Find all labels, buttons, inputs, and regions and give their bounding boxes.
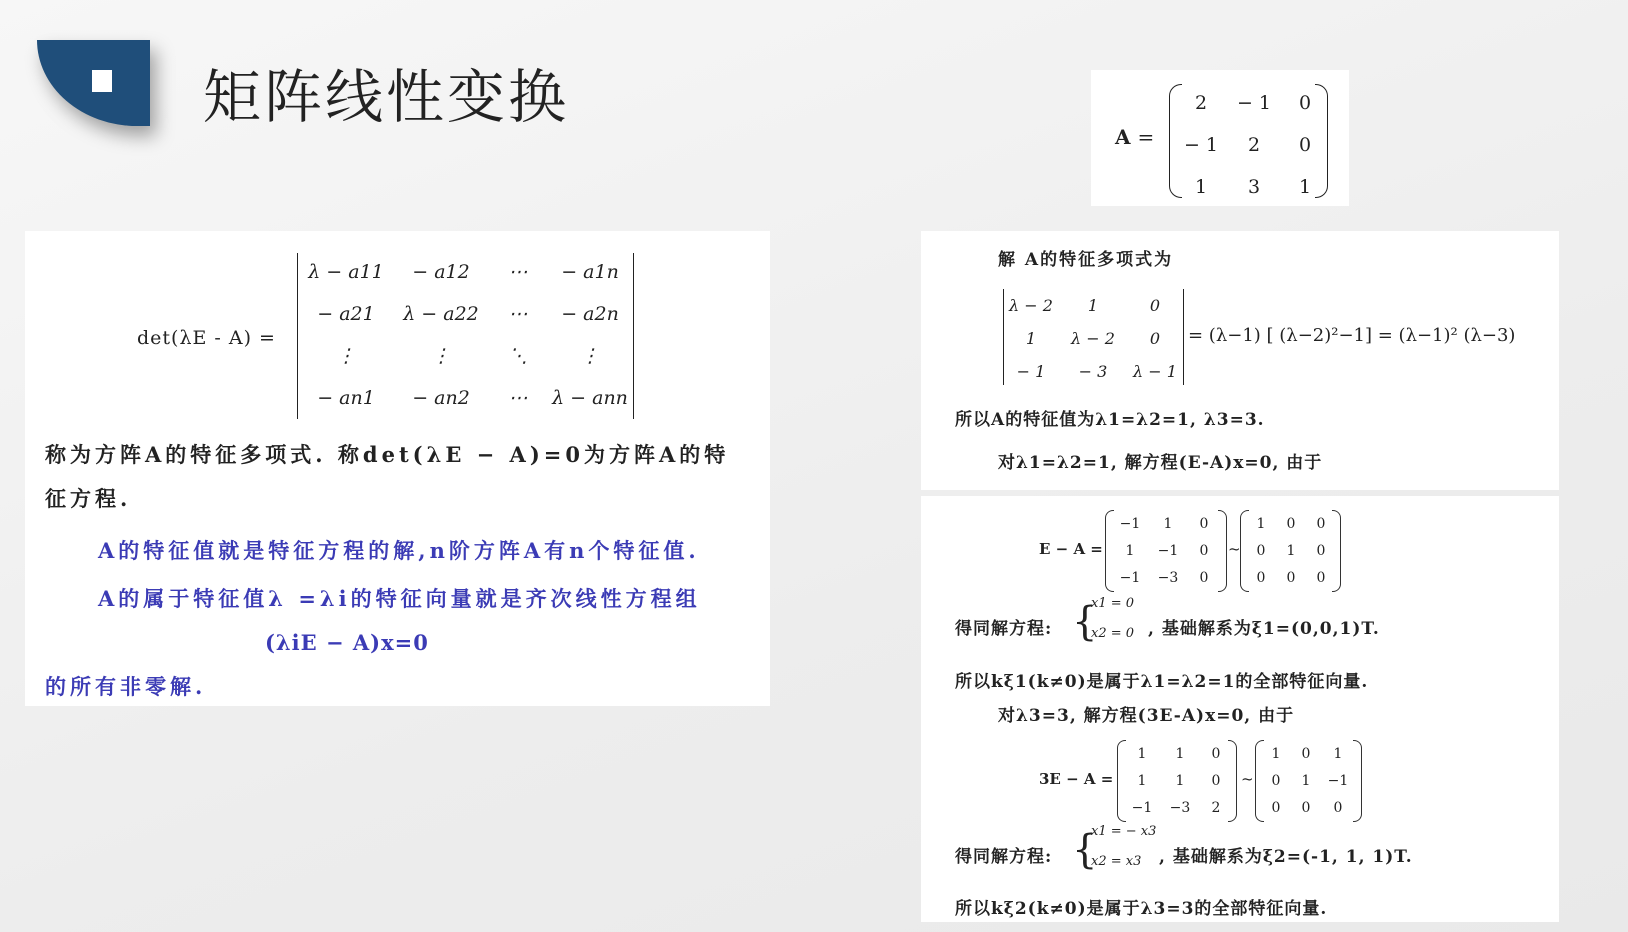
det-lhs: det(λE - A) =: [137, 327, 276, 349]
tilde-1: ~: [1228, 540, 1241, 558]
corner-square: [92, 70, 112, 92]
all-eigenvectors-1: 所以kξ1(k≠0)是属于λ1=λ2=1的全部特征向量.: [955, 672, 1369, 692]
eqs1-eq1: x1 = 0: [1091, 596, 1135, 611]
basis1: , 基础解系为ξ1=(0,0,1)T.: [1148, 619, 1380, 639]
lhs-e-minus-a: E − A =: [1039, 540, 1103, 558]
eqs1-eq2: x2 = 0: [1091, 626, 1135, 641]
eqs2-brace: {: [1072, 827, 1098, 873]
blue-line2: A的属于特征值λ =λi的特征向量就是齐次线性方程组: [98, 586, 701, 611]
eqs2-label: 得同解方程:: [955, 847, 1053, 867]
def-text-line1: 称为方阵A的特征多项式. 称det(λE − A)=0为方阵A的特: [45, 442, 730, 467]
matrix-a-label: A =: [1115, 125, 1155, 149]
eqs2-eq2: x2 = x3: [1091, 854, 1142, 869]
det2-right-bar: [1183, 289, 1184, 385]
basis2: , 基础解系为ξ2=(-1, 1, 1)T.: [1159, 847, 1413, 867]
page-title: 矩阵线性变换: [203, 63, 570, 131]
det-matrix: λ − a11 − a12 ⋯ − a1n − a21 λ − a22 ⋯ − a2n ⋮ ⋮ ⋱ ⋮ − an1 − an2 ⋯ λ − ann: [308, 261, 628, 409]
matrix-e-minus-a: −1 1 0 1 −1 0 −1 −3 0: [1119, 515, 1209, 586]
def-text-line2: 征方程.: [45, 486, 132, 511]
eqs1-brace: {: [1072, 599, 1098, 645]
det-right-bar: [633, 253, 634, 419]
char-polynomial: = (λ−1) [ (λ−2)²−1] = (λ−1)² (λ−3): [1188, 325, 1516, 346]
matrix-reduced-2: 1 0 1 0 1 −1 0 0 0: [1271, 745, 1349, 816]
solution-panel-1: [921, 231, 1559, 490]
matrix-a-panel: [1091, 70, 1349, 206]
solution-panel-2: [921, 496, 1559, 922]
step2-line: 对λ3=3, 解方程(3E-A)x=0, 由于: [998, 706, 1295, 726]
corner-decoration: [37, 40, 150, 126]
step1-line: 对λ1=λ2=1, 解方程(E-A)x=0, 由于: [998, 453, 1323, 473]
matrix-3e-minus-a: 1 1 0 1 1 0 −1 −3 2: [1131, 745, 1221, 816]
matrix-a: 2 − 1 0 − 1 2 0 1 3 1: [1183, 92, 1312, 198]
blue-line3: 的所有非零解.: [45, 674, 207, 699]
matrix-reduced-1: 1 0 0 0 1 0 0 0 0: [1256, 515, 1326, 586]
determinant-panel: [25, 231, 770, 706]
tilde-2: ~: [1241, 770, 1254, 788]
blue-line1: A的特征值就是特征方程的解,n阶方阵A有n个特征值.: [98, 538, 700, 563]
det2-left-bar: [1003, 289, 1004, 385]
eqs1-label: 得同解方程:: [955, 619, 1053, 639]
det-left-bar: [297, 253, 298, 419]
all-eigenvectors-2: 所以kξ2(k≠0)是属于λ3=3的全部特征向量.: [955, 899, 1328, 919]
lhs-3e-minus-a: 3E − A =: [1039, 770, 1114, 788]
solution-intro: 解 A的特征多项式为: [998, 250, 1174, 270]
eigenvalues-line: 所以A的特征值为λ1=λ2=1, λ3=3.: [955, 410, 1265, 430]
eqs2-eq1: x1 = − x3: [1091, 824, 1157, 839]
blue-equation: (λiE − A)x=0: [265, 630, 429, 655]
char-det-matrix: λ − 2 1 0 1 λ − 2 0 − 1 − 3 λ − 1: [1009, 296, 1177, 381]
